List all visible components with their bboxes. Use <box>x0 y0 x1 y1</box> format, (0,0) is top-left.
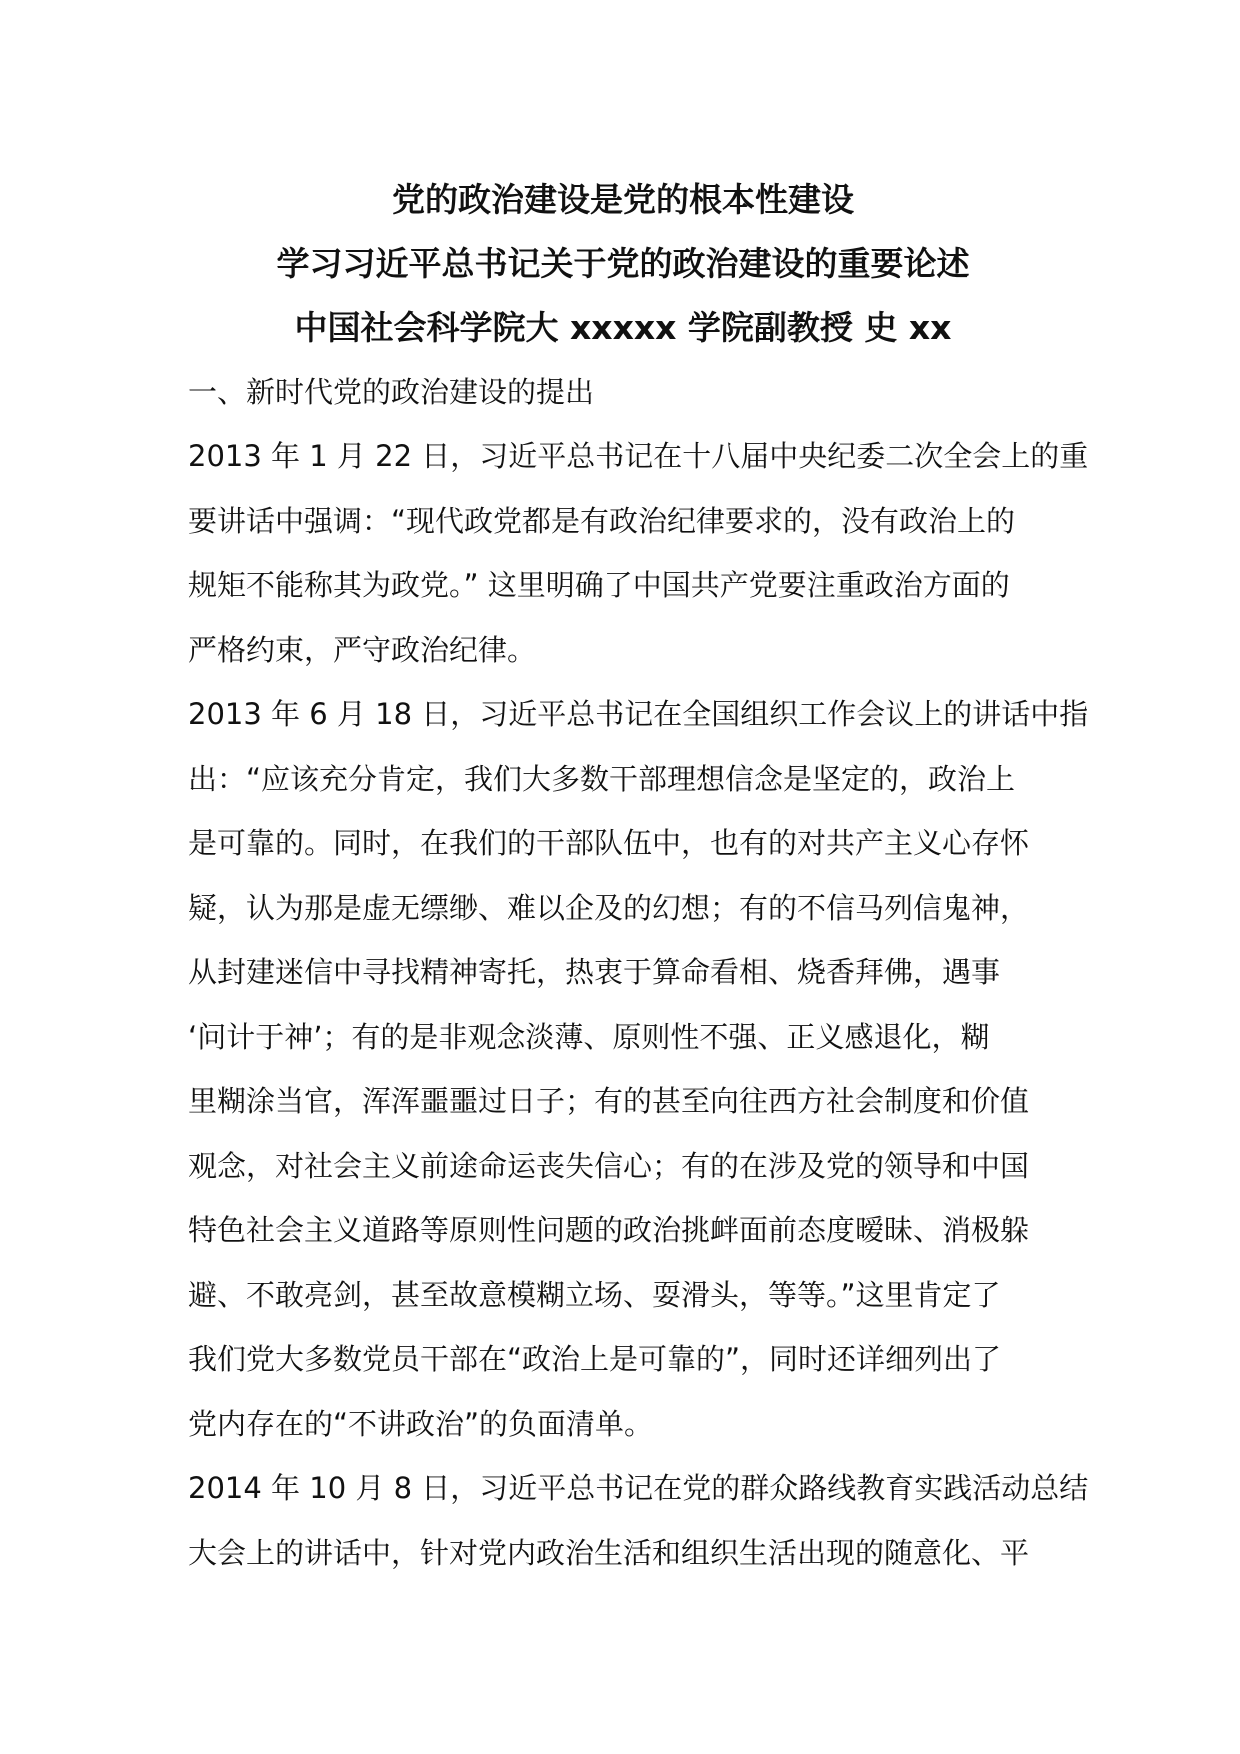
paragraph-line: 从封建迷信中寻找精神寄托，热衷于算命看相、烧香拜佛，遇事 <box>188 955 1001 989</box>
title-line-author: 中国社会科学院大 xxxxx 学院副教授 史 xx <box>294 308 952 347</box>
paragraph-2 <box>188 682 1089 1456</box>
document-page <box>188 168 1089 1585</box>
paragraph-line: 党内存在的“不讲政治”的负面清单。 <box>188 1406 654 1441</box>
section-heading: 一、新时代党的政治建设的提出 <box>188 375 595 409</box>
paragraph-line: 要讲话中强调：“现代政党都是有政治纪律要求的，没有政治上的 <box>188 503 1016 538</box>
paragraph-line: ‘问计于神’；有的是非观念淡薄、原则性不强、正义感退化，糊 <box>188 1019 990 1054</box>
document-title <box>188 168 1058 360</box>
title-line-main: 党的政治建设是党的根本性建设 <box>392 180 854 219</box>
paragraph-line: 我们党大多数党员干部在“政治上是可靠的”，同时还详细列出了 <box>188 1342 1002 1376</box>
title-line-subtitle: 学习习近平总书记关于党的政治建设的重要论述 <box>276 244 970 283</box>
paragraph-line: 避、不敢亮剑，甚至故意模糊立场、耍滑头，等等。”这里肯定了 <box>188 1277 1001 1312</box>
paragraph-line: 疑，认为那是虚无缥缈、难以企及的幻想；有的不信马列信鬼神， <box>188 890 1030 925</box>
paragraph-line: 严格约束，严守政治纪律。 <box>188 632 537 667</box>
paragraph-line: 规矩不能称其为政党。” 这里明确了中国共产党要注重政治方面的 <box>188 568 1010 602</box>
paragraph-line: 大会上的讲话中，针对党内政治生活和组织生活出现的随意化、平 <box>188 1535 1030 1570</box>
paragraph-1 <box>188 424 1089 682</box>
paragraph-line: 特色社会主义道路等原则性问题的政治挑衅面前态度暧昧、消极躲 <box>188 1213 1030 1247</box>
paragraph-3 <box>188 1456 1089 1585</box>
paragraph-line: 是可靠的。同时，在我们的干部队伍中，也有的对共产主义心存怀 <box>188 826 1030 860</box>
paragraph-line: 里糊涂当官，浑浑噩噩过日子；有的甚至向往西方社会制度和价值 <box>188 1084 1030 1118</box>
paragraph-line: 观念，对社会主义前途命运丧失信心；有的在涉及党的领导和中国 <box>188 1148 1030 1183</box>
paragraph-line: 2014 年 10 月 8 日，习近平总书记在党的群众路线教育实践活动总结 <box>188 1471 1089 1505</box>
paragraph-line: 出：“应该充分肯定，我们大多数干部理想信念是坚定的，政治上 <box>188 761 1016 796</box>
paragraph-line: 2013 年 1 月 22 日，习近平总书记在十八届中央纪委二次全会上的重 <box>188 439 1089 473</box>
paragraph-line: 2013 年 6 月 18 日，习近平总书记在全国组织工作会议上的讲话中指 <box>188 697 1089 731</box>
